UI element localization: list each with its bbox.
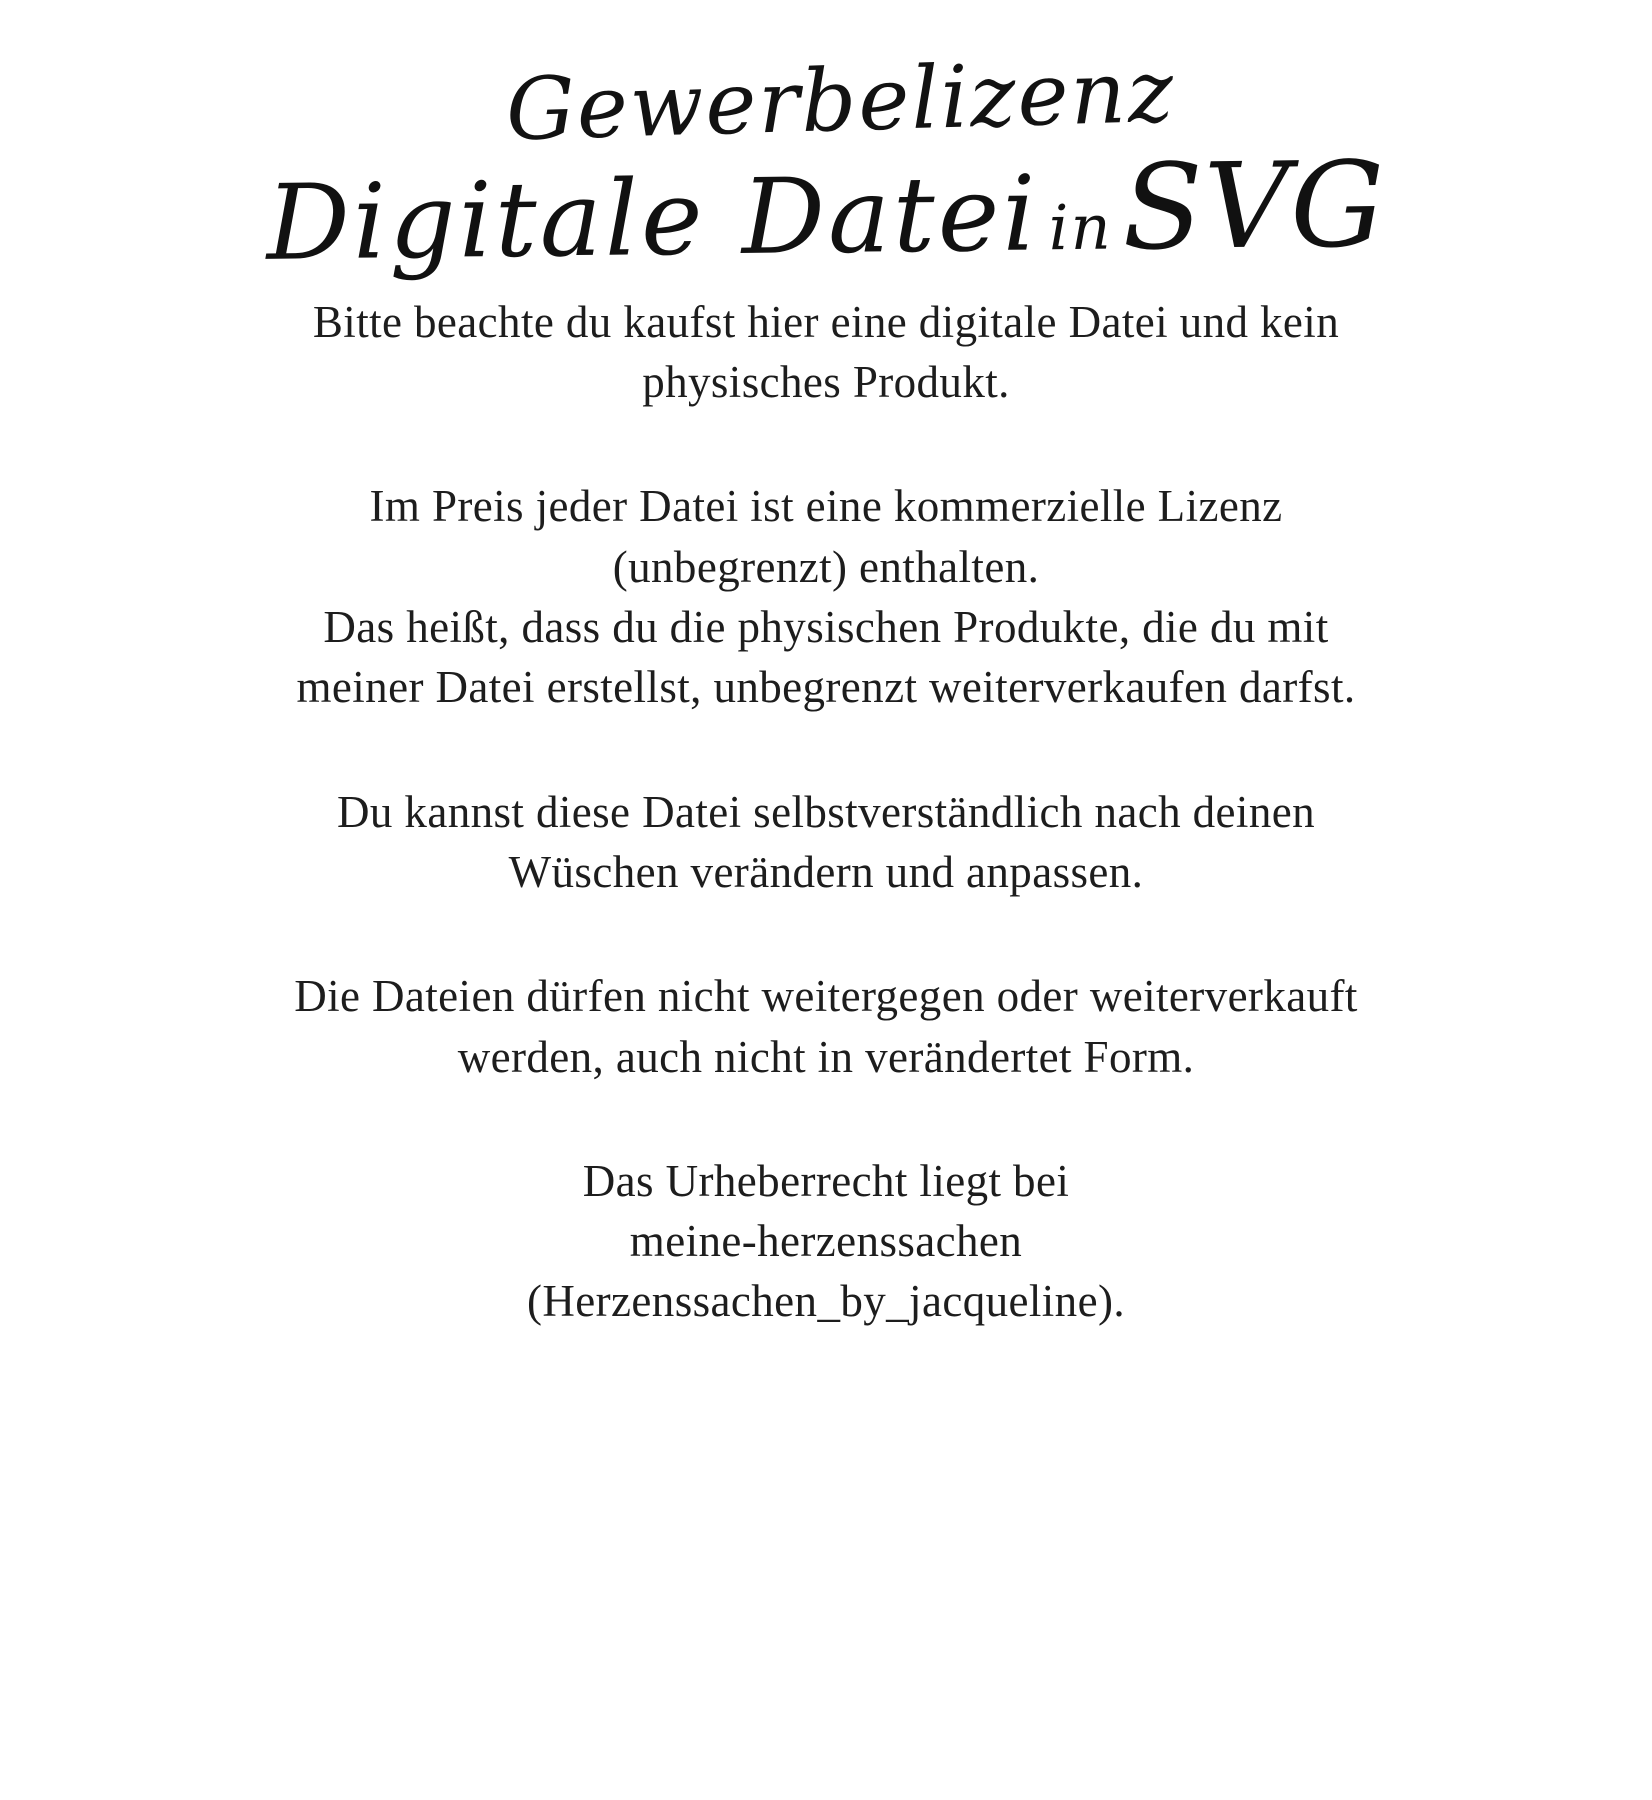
paragraph-copyright-owner: meine-herzenssachen	[629, 1216, 1023, 1267]
paragraph-resale-allowed: Das heißt, dass du die physischen Produkte, die du mit meiner Datei erstellst, unbegrenzt weiterverkaufen darfst.	[296, 602, 1356, 713]
license-body-copy	[286, 292, 1366, 1332]
paragraph-digital-file-notice: Bitte beachte du kaufst hier eine digitale Datei und kein physisches Produkt.	[312, 296, 1340, 408]
heading-part-digitale-datei: Digitale Datei	[265, 152, 1040, 284]
paragraph-copyright-handle: (Herzenssachen_by_jacqueline).	[527, 1276, 1125, 1327]
heading-part-svg: SVG	[1121, 135, 1387, 277]
paragraph-no-redistribution: Die Dateien dürfen nicht weitergegen oder weiterverkauft werden, auch nicht in verändertet Form.	[294, 971, 1358, 1082]
heading-line-digitale-datei-svg	[0, 135, 1652, 284]
paragraph-copyright-intro: Das Urheberrecht liegt bei	[582, 1155, 1070, 1206]
heading-part-in: in	[1048, 190, 1113, 265]
paragraph-modification-allowed: Du kannst diese Datei selbstverständlich nach deinen Wüschen verändern und anpassen.	[336, 786, 1316, 897]
heading-block	[0, 0, 1652, 284]
paragraph-commercial-license: Im Preis jeder Datei ist eine kommerzielle Lizenz (unbegrenzt) enthalten.	[369, 481, 1283, 592]
heading-line-gewerbelizenz: Gewerbelizenz	[505, 41, 1177, 161]
